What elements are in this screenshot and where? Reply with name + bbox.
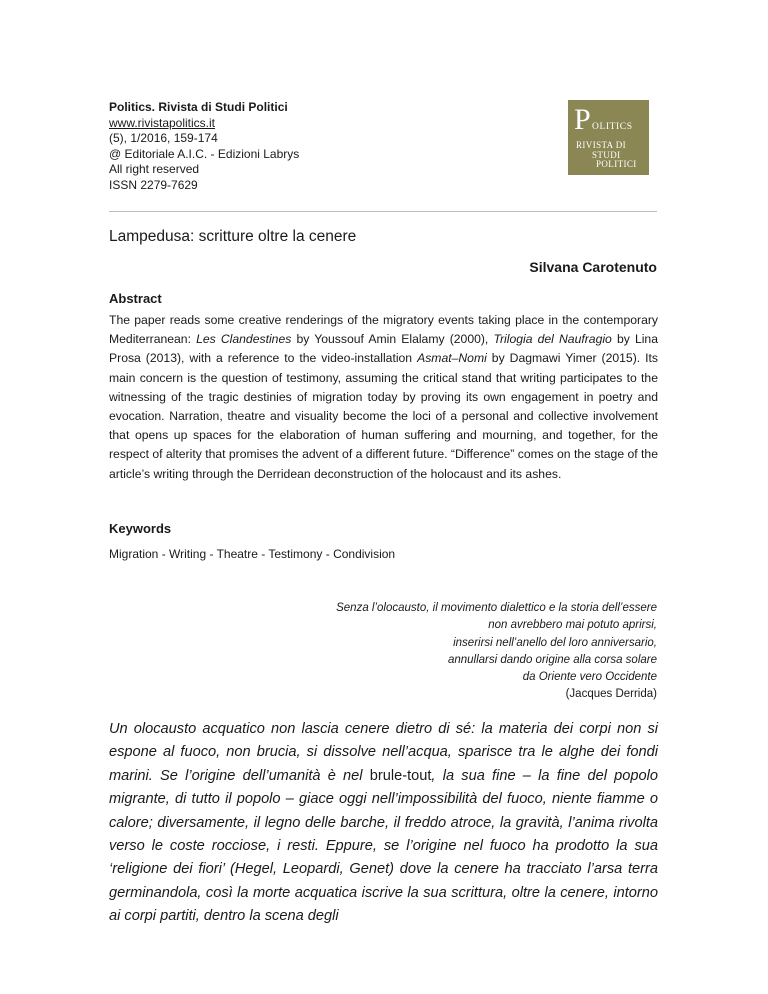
epigraph-line: Senza l’olocausto, il movimento dialettico e la storia dell’essere	[336, 602, 657, 614]
article-author: Silvana Carotenuto	[529, 259, 657, 275]
journal-logo	[568, 100, 649, 175]
body-paragraph: Un olocausto acquatico non lascia cenere dietro di sé: la materia dei corpi non si espone al fuoco, non brucia, si dissolve nell’acqua, sparisce tra le alghe dei fondi marini. Se l’origine dell’umanità è nel brule-tout, la sua fine – la fine del popolo migrante, di tutto il popolo – giace oggi nell’impossibilità del fuoco, niente fiamme o calore; diversamente, il legno delle barche, il freddo atroce, la gravità, l’anima rivolta verso le coste rocciose, i resti. Eppure, se l’origine nel fuoco ha prodotto la sua ‘religione dei fiori’ (Hegel, Leopardi, Genet) dove la cenere ha tracciato l’arsa terra germinandola, così la morte acquatica iscrive la sua scrittura, oltre la cenere, intorno ai corpi partiti, dentro la scena degli	[109, 721, 659, 925]
journal-name: Politics. Rivista di Studi Politici	[109, 100, 288, 114]
work-title-asmat: Asmat–Nomi	[417, 351, 487, 366]
epigraph-line: non avrebbero mai potuto aprirsi,	[488, 619, 657, 632]
logo-olitics: OLITICS	[592, 122, 633, 132]
keywords-heading: Keywords	[109, 521, 172, 536]
logo-studi: STUDI	[592, 150, 621, 160]
epigraph-line: da Oriente vero Occidente	[522, 671, 657, 684]
journal-header	[109, 100, 299, 194]
epigraph	[237, 600, 657, 704]
keywords-list: Migration - Writing - Theatre - Testimony - Condivision	[109, 547, 396, 561]
header-divider	[109, 211, 657, 212]
publisher-info: @ Editoriale A.I.C. - Edizioni Labrys	[109, 146, 300, 161]
logo-rivista: RIVISTA DI	[576, 140, 627, 150]
abstract-text: The paper reads some creative renderings of the migratory events taking place in the contemporary Mediterranean: Les Clandestines by Youssouf Amin Elalamy (2000), Trilogia del Naufragio by Lina Prosa (2013), with a reference to the video-installation Asmat–Nomi by Dagmawi Yimer (2015). Its main concern is the question of testimony, assuming the critical stand that writing participates to the witnessing of the tragic destinies of migration today by proving its own engagement in poetry and evocation. Narration, theatre and visuality become the loci of a personal and collective involvement that opens up spaces for the elaboration of human suffering and mourning, and together, for the respect of alterity that promises the advent of a different future. “Difference” comes on the stage of the article’s writing through the Derridean deconstruction of the holocaust and its ashes.	[109, 313, 658, 481]
work-title-les-clandestines: Les Clandestines	[196, 332, 292, 347]
issn-info: ISSN 2279-7629	[109, 177, 198, 192]
epigraph-citation: (Jacques Derrida)	[565, 688, 657, 701]
term-brule-tout: brule-tout	[369, 767, 432, 784]
logo-politici: POLITICI	[596, 159, 637, 169]
work-title-trilogia: Trilogia del Naufragio	[493, 332, 612, 347]
rights-info: All right reserved	[109, 162, 200, 177]
epigraph-line: inserirsi nell’anello del loro anniversario,	[453, 636, 657, 649]
journal-url-link[interactable]: www.rivistapolitics.it	[109, 115, 216, 130]
abstract-heading: Abstract	[109, 291, 162, 306]
logo-letter-p: P	[574, 103, 591, 136]
article-title: Lampedusa: scritture oltre la cenere	[109, 228, 357, 245]
issue-info: (5), 1/2016, 159-174	[109, 131, 218, 146]
epigraph-line: annullarsi dando origine alla corsa solare	[447, 653, 657, 666]
